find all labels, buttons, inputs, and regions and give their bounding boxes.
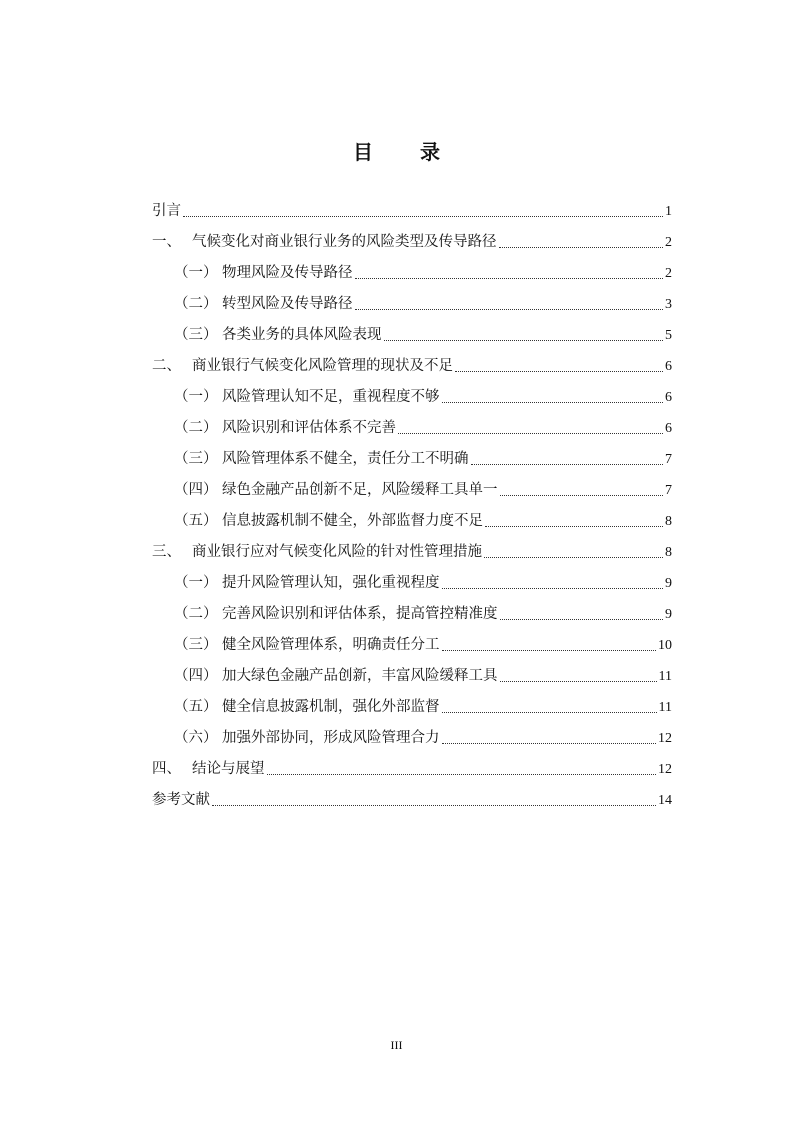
toc-dot-leader bbox=[500, 619, 664, 620]
toc-entry-page: 1 bbox=[665, 204, 672, 219]
toc-entry-title: 健全信息披露机制，强化外部监督 bbox=[222, 699, 440, 715]
toc-entry-number: （三） bbox=[174, 637, 218, 653]
toc-entry[interactable] bbox=[152, 475, 672, 506]
toc-dot-leader bbox=[267, 774, 657, 775]
toc-entry-page: 8 bbox=[665, 545, 672, 560]
toc-entry-number: 二、 bbox=[152, 358, 181, 374]
toc-entry-title: 各类业务的具体风险表现 bbox=[222, 327, 382, 343]
toc-entry-title: 风险管理认知不足，重视程度不够 bbox=[222, 389, 440, 405]
toc-entry-title: 绿色金融产品创新不足，风险缓释工具单一 bbox=[222, 482, 498, 498]
footer-page-number: III bbox=[390, 1038, 403, 1052]
toc-entry-number: （五） bbox=[174, 699, 218, 715]
toc-entry[interactable] bbox=[152, 692, 672, 723]
toc-entry-page: 6 bbox=[665, 390, 672, 405]
toc-dot-leader bbox=[183, 216, 663, 217]
toc-entry-number: （一） bbox=[174, 265, 218, 281]
toc-dot-leader bbox=[442, 650, 657, 651]
toc-entry-title: 商业银行气候变化风险管理的现状及不足 bbox=[192, 358, 453, 374]
toc-entry-title: 加大绿色金融产品创新，丰富风险缓释工具 bbox=[222, 668, 498, 684]
toc-entry[interactable] bbox=[152, 351, 672, 382]
toc-entry[interactable] bbox=[152, 661, 672, 692]
toc-entry-page: 7 bbox=[665, 452, 672, 467]
toc-entry-page: 11 bbox=[658, 700, 672, 715]
table-of-contents bbox=[152, 196, 672, 816]
toc-entry-page: 2 bbox=[665, 235, 672, 250]
toc-entry-page: 9 bbox=[665, 607, 672, 622]
toc-entry-number: （五） bbox=[174, 513, 218, 529]
toc-entry-page: 12 bbox=[658, 731, 672, 746]
toc-entry-number: （二） bbox=[174, 606, 218, 622]
toc-dot-leader bbox=[471, 464, 664, 465]
toc-entry-title: 风险识别和评估体系不完善 bbox=[222, 420, 396, 436]
toc-entry-page: 6 bbox=[665, 359, 672, 374]
toc-entry-title: 健全风险管理体系，明确责任分工 bbox=[222, 637, 440, 653]
toc-entry[interactable] bbox=[152, 289, 672, 320]
toc-entry[interactable] bbox=[152, 258, 672, 289]
toc-entry[interactable] bbox=[152, 196, 672, 227]
toc-entry-number: 四、 bbox=[152, 761, 181, 777]
toc-entry[interactable] bbox=[152, 227, 672, 258]
toc-entry-number: （二） bbox=[174, 420, 218, 436]
toc-entry-title: 风险管理体系不健全，责任分工不明确 bbox=[222, 451, 469, 467]
toc-entry-page: 3 bbox=[665, 297, 672, 312]
toc-entry[interactable] bbox=[152, 754, 672, 785]
toc-entry-number: （三） bbox=[174, 451, 218, 467]
toc-entry-title: 参考文献 bbox=[152, 792, 210, 808]
toc-entry-title: 结论与展望 bbox=[192, 761, 265, 777]
toc-entry[interactable] bbox=[152, 630, 672, 661]
toc-entry-title: 加强外部协同，形成风险管理合力 bbox=[222, 730, 440, 746]
toc-dot-leader bbox=[484, 557, 663, 558]
toc-dot-leader bbox=[455, 371, 663, 372]
toc-entry-page: 11 bbox=[658, 669, 672, 684]
toc-entry-number: （四） bbox=[174, 668, 218, 684]
toc-entry-title: 物理风险及传导路径 bbox=[222, 265, 353, 281]
toc-entry[interactable] bbox=[152, 599, 672, 630]
toc-entry-number: （四） bbox=[174, 482, 218, 498]
toc-dot-leader bbox=[398, 433, 663, 434]
toc-entry[interactable] bbox=[152, 785, 672, 816]
toc-entry-title: 气候变化对商业银行业务的风险类型及传导路径 bbox=[192, 234, 497, 250]
toc-entry[interactable] bbox=[152, 568, 672, 599]
toc-dot-leader bbox=[384, 340, 664, 341]
toc-dot-leader bbox=[442, 402, 664, 403]
toc-entry[interactable] bbox=[152, 506, 672, 537]
toc-dot-leader bbox=[442, 712, 657, 713]
toc-entry[interactable] bbox=[152, 444, 672, 475]
toc-dot-leader bbox=[485, 526, 663, 527]
toc-entry-page: 12 bbox=[658, 762, 672, 777]
toc-entry[interactable] bbox=[152, 382, 672, 413]
toc-entry-page: 6 bbox=[665, 421, 672, 436]
toc-dot-leader bbox=[500, 681, 657, 682]
toc-dot-leader bbox=[442, 588, 664, 589]
toc-entry-page: 14 bbox=[658, 793, 672, 808]
toc-entry-page: 9 bbox=[665, 576, 672, 591]
toc-entry-number: （二） bbox=[174, 296, 218, 312]
toc-entry-number: （三） bbox=[174, 327, 218, 343]
toc-entry-number: 三、 bbox=[152, 544, 181, 560]
toc-entry-title: 完善风险识别和评估体系，提高管控精准度 bbox=[222, 606, 498, 622]
toc-entry-title: 转型风险及传导路径 bbox=[222, 296, 353, 312]
toc-dot-leader bbox=[212, 805, 656, 806]
toc-entry-page: 10 bbox=[658, 638, 672, 653]
toc-entry-title: 提升风险管理认知，强化重视程度 bbox=[222, 575, 440, 591]
toc-dot-leader bbox=[442, 743, 657, 744]
toc-entry-title: 引言 bbox=[152, 203, 181, 219]
page-title: 目 录 bbox=[353, 140, 460, 164]
toc-entry-number: （一） bbox=[174, 575, 218, 591]
toc-entry-number: （一） bbox=[174, 389, 218, 405]
toc-entry[interactable] bbox=[152, 537, 672, 568]
toc-entry-page: 5 bbox=[665, 328, 672, 343]
toc-dot-leader bbox=[500, 495, 664, 496]
toc-entry-page: 2 bbox=[665, 266, 672, 281]
toc-entry-number: （六） bbox=[174, 730, 218, 746]
toc-entry-page: 8 bbox=[665, 514, 672, 529]
toc-entry-title: 商业银行应对气候变化风险的针对性管理措施 bbox=[192, 544, 482, 560]
toc-entry-page: 7 bbox=[665, 483, 672, 498]
toc-entry-title: 信息披露机制不健全，外部监督力度不足 bbox=[222, 513, 483, 529]
toc-dot-leader bbox=[355, 309, 664, 310]
toc-entry-number: 一、 bbox=[152, 234, 181, 250]
toc-dot-leader bbox=[499, 247, 664, 248]
toc-entry[interactable] bbox=[152, 413, 672, 444]
toc-dot-leader bbox=[355, 278, 664, 279]
toc-entry[interactable] bbox=[152, 723, 672, 754]
toc-entry[interactable] bbox=[152, 320, 672, 351]
